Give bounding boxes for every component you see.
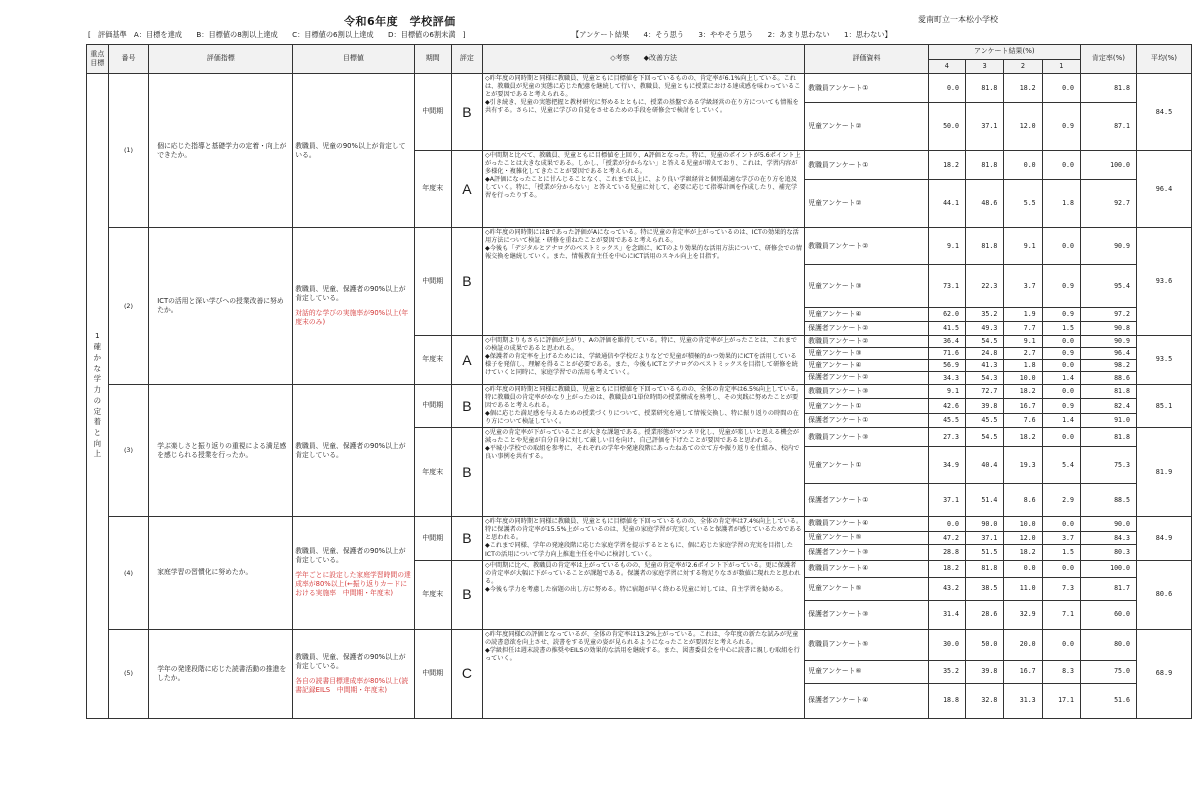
analysis-paragraph: ◇児童の肯定率が下がっていることが大きな課題である。授業形態がマンネリ化し、児童が楽しいと思える機会が減ったことや児童が自分自身に対して厳しい目を向け、自己評価を下げたことが要因であると思われる。 <box>484 429 799 445</box>
score-3-cell: 54.5 <box>965 428 1003 447</box>
grade-cell: A <box>451 336 482 385</box>
score-2-cell: 0.0 <box>1004 151 1042 180</box>
affirm-rate-cell: 87.1 <box>1081 103 1137 151</box>
analysis-paragraph: ◇中間期に比べ、教職員の肯定率は上がっているものの、児童の肯定率が2.6ポイント下がっている。更に保護者の肯定率が大幅に下がっていることが課題である。保護者の家庭学習に対する物足りなさが数値に現れたと思われる。 <box>484 561 801 585</box>
score-2-cell: 16.7 <box>1004 660 1042 683</box>
score-3-cell: 51.5 <box>965 545 1003 560</box>
score-1-cell: 7.1 <box>1042 600 1080 629</box>
score-2-cell: 3.7 <box>1004 265 1042 308</box>
score-4-cell: 62.0 <box>928 308 965 322</box>
grade-cell: B <box>451 428 482 517</box>
score-4-cell: 36.4 <box>928 336 965 348</box>
score-3-cell: 45.5 <box>965 413 1003 427</box>
average-cell: 84.5 <box>1136 74 1191 151</box>
score-3-cell: 41.3 <box>965 359 1003 371</box>
source-cell: 児童アンケート① <box>805 399 928 413</box>
score-2-cell: 5.5 <box>1004 180 1042 228</box>
score-3-cell: 81.8 <box>965 74 1003 103</box>
score-1-cell: 0.0 <box>1042 228 1080 265</box>
score-2-cell: 7.7 <box>1004 322 1042 336</box>
score-2-cell: 31.3 <box>1004 683 1042 718</box>
score-2-cell: 20.0 <box>1004 629 1042 660</box>
affirm-rate-cell: 90.9 <box>1081 336 1137 348</box>
score-2-cell: 9.1 <box>1004 336 1042 348</box>
affirm-rate-cell: 84.3 <box>1081 531 1137 544</box>
section-number: (1) <box>108 74 148 228</box>
score-1-cell: 1.5 <box>1042 545 1080 560</box>
affirm-rate-cell: 75.0 <box>1081 660 1137 683</box>
analysis-paragraph: ◆今後も「デジタルとアナログのベストミックス」を念頭に、ICTのより効果的な活用方法について、研修会での情報交換を継続していく。また、情報教育主任を中心にICT活用のスキル向上を目指す。 <box>484 245 802 261</box>
analysis-paragraph: ◆今後も学力を考慮した宿題の出し方に努める。特に宿題が早く終わる児童に対しては、自主学習を勧める。 <box>484 585 787 593</box>
score-3-cell: 37.1 <box>965 103 1003 151</box>
source-cell: 教職員アンケート③ <box>805 428 928 447</box>
score-1-cell: 2.9 <box>1042 484 1080 517</box>
score-4-cell: 27.3 <box>928 428 965 447</box>
target-text: 教職員、児童の90%以上が肯定している。 <box>295 141 406 159</box>
score-3-cell: 81.8 <box>965 228 1003 265</box>
col-rating: 評定 <box>451 45 482 74</box>
affirm-rate-cell: 92.7 <box>1081 180 1137 228</box>
analysis-paragraph: ◆保護者の肯定率を上げるためには、学級通信や学校だよりなどで児童が積極的かつ効果的にICTを活用している様子を発信し、理解を得ることが必要である。また、今後もICTとアナログのベストミックスを目指して研修を続けていくと同時に、家庭学習での活用も考えていく。 <box>484 353 798 377</box>
col-score-1: 1 <box>1042 60 1080 74</box>
analysis-paragraph: ◆これまで同様、学年の発達段階に応じた家庭学習を提示するとともに、個に応じた家庭学習の充実を目指したICTの活用について学力向上推進主任を中心に検討していく。 <box>484 542 793 558</box>
indicator-cell: 学ぶ楽しさと振り返りの重視による満足感を感じられる授業を行ったか。 <box>149 384 293 516</box>
analysis-paragraph: ◆A評価になったことに甘んじることなく、これまで以上に、より良い学級経営と個別最適な学びの在り方を追及していく。特に、「授業が分からない」と答えている児童に対して、必要に応じて指導計画を作成したり、補充学習を行ったりする。 <box>484 176 798 200</box>
col-score-3: 3 <box>965 60 1003 74</box>
col-period: 期間 <box>414 45 451 74</box>
score-2-cell: 18.2 <box>1004 74 1042 103</box>
score-2-cell: 2.7 <box>1004 347 1042 359</box>
score-2-cell: 19.3 <box>1004 447 1042 484</box>
analysis-cell <box>482 560 804 629</box>
target-cell <box>293 629 414 718</box>
affirm-rate-cell: 100.0 <box>1081 151 1137 180</box>
table-header <box>87 45 1192 74</box>
source-cell: 保護者アンケート② <box>805 371 928 384</box>
score-4-cell: 34.9 <box>928 447 965 484</box>
score-3-cell: 51.4 <box>965 484 1003 517</box>
affirm-rate-cell: 81.7 <box>1081 577 1137 600</box>
indicator-cell: 家庭学習の習慣化に努めたか。 <box>149 517 293 629</box>
section-number: (2) <box>108 228 148 385</box>
table-body <box>87 74 1192 719</box>
target-cell <box>293 228 414 385</box>
goal-text: 1確かな学力の定着と向上 <box>93 331 102 459</box>
score-1-cell: 0.0 <box>1042 428 1080 447</box>
analysis-paragraph: ◇中間期よりもさらに評価が上がり、Aの評価を維持している。特に、児童の肯定率が上がったことは、これまでの検証の成果であると思われる。 <box>484 337 798 353</box>
analysis-cell <box>482 517 804 560</box>
score-3-cell: 24.8 <box>965 347 1003 359</box>
score-3-cell: 22.3 <box>965 265 1003 308</box>
score-4-cell: 42.6 <box>928 399 965 413</box>
average-cell: 68.9 <box>1136 629 1191 718</box>
grade-cell: B <box>451 74 482 151</box>
source-cell: 教職員アンケート③ <box>805 384 928 398</box>
affirm-rate-cell: 90.9 <box>1081 228 1137 265</box>
target-cell <box>293 517 414 629</box>
score-3-cell: 49.3 <box>965 322 1003 336</box>
target-note: 各自の読書目標達成率が80%以上(読書記録EILS 中間期・年度末) <box>295 676 409 694</box>
analysis-cell <box>482 74 804 151</box>
period-cell: 中間期 <box>414 384 451 427</box>
period-cell: 中間期 <box>414 517 451 560</box>
col-target: 目標値 <box>293 45 414 74</box>
analysis-cell <box>482 428 804 517</box>
source-cell: 児童アンケート⑥ <box>805 660 928 683</box>
period-cell: 年度末 <box>414 336 451 385</box>
affirm-rate-cell: 80.3 <box>1081 545 1137 560</box>
grade-cell: A <box>451 151 482 228</box>
target-cell <box>293 384 414 516</box>
indicator-cell: 個に応じた指導と基礎学力の定着・向上ができたか。 <box>149 74 293 228</box>
score-3-cell: 54.3 <box>965 371 1003 384</box>
table-row <box>87 629 1192 660</box>
grade-cell: B <box>451 517 482 560</box>
target-note: 学年ごとに設定した家庭学習時間の達成率が80%以上(←振り返りカードにおける実施率 中間期・年度末) <box>295 571 411 598</box>
source-cell: 教職員アンケート① <box>805 151 928 180</box>
source-cell: 児童アンケート③ <box>805 265 928 308</box>
criteria-legend: [ 評価基準 A：目標を達成 B：目標値の8割以上達成 C：目標値の6割以上達成 D：目標値の6割未満 ] <box>88 30 466 39</box>
target-note: 対話的な学びの実施率が90%以上(年度末のみ) <box>295 308 409 326</box>
affirm-rate-cell: 90.0 <box>1081 517 1137 531</box>
score-2-cell: 9.1 <box>1004 228 1042 265</box>
affirm-rate-cell: 82.4 <box>1081 399 1137 413</box>
score-1-cell: 1.5 <box>1042 322 1080 336</box>
table-row <box>87 517 1192 531</box>
score-1-cell: 0.0 <box>1042 74 1080 103</box>
affirm-rate-cell: 96.4 <box>1081 347 1137 359</box>
affirm-rate-cell: 81.8 <box>1081 384 1137 398</box>
score-3-cell: 90.0 <box>965 517 1003 531</box>
score-1-cell: 0.9 <box>1042 265 1080 308</box>
score-2-cell: 7.6 <box>1004 413 1042 427</box>
score-1-cell: 0.9 <box>1042 308 1080 322</box>
analysis-paragraph: ◆平城小学校での取組を参考に、それぞれの学年や発達段階にあったねあての立て方や振り返りを仕組み、校内で良い事例を共有する。 <box>484 445 800 461</box>
affirm-rate-cell: 88.5 <box>1081 484 1137 517</box>
average-cell: 85.1 <box>1136 384 1191 427</box>
score-3-cell: 54.5 <box>965 336 1003 348</box>
score-4-cell: 44.1 <box>928 180 965 228</box>
score-4-cell: 18.8 <box>928 683 965 718</box>
table-row <box>87 228 1192 265</box>
affirm-rate-cell: 91.0 <box>1081 413 1137 427</box>
score-1-cell: 0.0 <box>1042 359 1080 371</box>
average-cell: 93.5 <box>1136 336 1191 385</box>
target-text: 教職員、児童、保護者の90%以上が肯定している。 <box>295 441 406 459</box>
table-row <box>87 384 1192 398</box>
page-title: 令和6年度 学校評価 <box>344 15 456 28</box>
score-4-cell: 50.0 <box>928 103 965 151</box>
school-name: 愛南町立一本松小学校 <box>918 15 998 24</box>
source-cell: 児童アンケート③ <box>805 347 928 359</box>
target-text: 教職員、児童、保護者の90%以上が肯定している。 <box>295 652 406 670</box>
goal-cell <box>87 74 109 719</box>
score-1-cell: 0.9 <box>1042 347 1080 359</box>
col-goal: 重点目標 <box>87 45 109 74</box>
analysis-cell <box>482 629 804 718</box>
score-2-cell: 18.2 <box>1004 428 1042 447</box>
average-cell: 84.9 <box>1136 517 1191 560</box>
affirm-rate-cell: 81.8 <box>1081 74 1137 103</box>
score-4-cell: 41.5 <box>928 322 965 336</box>
analysis-cell <box>482 336 804 385</box>
col-score-4: 4 <box>928 60 965 74</box>
grade-cell: C <box>451 629 482 718</box>
score-1-cell: 1.4 <box>1042 413 1080 427</box>
score-4-cell: 56.9 <box>928 359 965 371</box>
score-2-cell: 8.6 <box>1004 484 1042 517</box>
score-4-cell: 71.6 <box>928 347 965 359</box>
analysis-cell <box>482 228 804 336</box>
source-cell: 児童アンケート⑤ <box>805 531 928 544</box>
affirm-rate-cell: 81.8 <box>1081 428 1137 447</box>
score-1-cell: 0.0 <box>1042 336 1080 348</box>
score-3-cell: 38.5 <box>965 577 1003 600</box>
average-cell: 93.6 <box>1136 228 1191 336</box>
score-2-cell: 10.0 <box>1004 371 1042 384</box>
col-survey-results: アンケート結果(%) <box>928 45 1080 60</box>
score-4-cell: 18.2 <box>928 560 965 577</box>
col-average: 平均(%) <box>1136 45 1191 74</box>
target-cell <box>293 74 414 228</box>
affirm-rate-cell: 90.8 <box>1081 322 1137 336</box>
analysis-paragraph: ◆引き続き、児童の実態把握と教材研究に努めるとともに、授業の基盤である学級経営の在り方についても情報を共有する。さらに、児童に学びの自覚をさせるための手段を研修会で検討をしていく。 <box>484 99 799 115</box>
score-3-cell: 37.1 <box>965 531 1003 544</box>
target-text: 教職員、児童、保護者の90%以上が肯定している。 <box>295 547 406 565</box>
col-analysis: ◇考察 ◆改善方法 <box>482 45 804 74</box>
grade-cell: B <box>451 560 482 629</box>
score-3-cell: 40.4 <box>965 447 1003 484</box>
source-cell: 児童アンケート④ <box>805 308 928 322</box>
affirm-rate-cell: 51.6 <box>1081 683 1137 718</box>
affirm-rate-cell: 88.6 <box>1081 371 1137 384</box>
source-cell: 保護者アンケート① <box>805 484 928 517</box>
analysis-paragraph: ◇昨年度同様Cの評価となっているが、全体の肯定率は13.2%上がっている。これは、今年度の新たな試みが児童の読書意欲を向上させ、読書をする児童の姿が見られるようになったことが要因だと考えられる。 <box>484 630 799 646</box>
score-1-cell: 0.9 <box>1042 103 1080 151</box>
score-2-cell: 18.2 <box>1004 545 1042 560</box>
score-2-cell: 18.2 <box>1004 384 1042 398</box>
score-4-cell: 73.1 <box>928 265 965 308</box>
score-3-cell: 39.8 <box>965 399 1003 413</box>
analysis-paragraph: ◇昨年度の同時期と同様に教職員、児童ともに目標値を下回っているものの、全体の肯定率は6.5%向上している。特に教職員の肯定率がかなり上がったのは、教職員が1単位時間の授業構成を熟考し、その実践に努めたことが要因であると考えられる。 <box>484 385 803 410</box>
score-1-cell: 0.0 <box>1042 560 1080 577</box>
source-cell: 保護者アンケート④ <box>805 683 928 718</box>
score-1-cell: 1.8 <box>1042 180 1080 228</box>
source-cell: 児童アンケート② <box>805 180 928 228</box>
source-cell: 保護者アンケート② <box>805 322 928 336</box>
survey-scale-legend: 【アンケート結果 4：そう思う 3：ややそう思う 2：あまり思わない 1：思わない】 <box>572 30 892 39</box>
score-1-cell: 0.0 <box>1042 517 1080 531</box>
source-cell: 教職員アンケート④ <box>805 517 928 531</box>
source-cell: 保護者アンケート③ <box>805 600 928 629</box>
analysis-paragraph: ◇昨年度の同時期にはBであった評価がAになっている。特に児童の肯定率が上がっているのは、ICTの効果的な活用方法について検証・研修を重ねたことが要因であると考えられる。 <box>484 229 799 245</box>
score-1-cell: 17.1 <box>1042 683 1080 718</box>
score-3-cell: 39.8 <box>965 660 1003 683</box>
period-cell: 年度末 <box>414 428 451 517</box>
affirm-rate-cell: 60.0 <box>1081 600 1137 629</box>
affirm-rate-cell: 95.4 <box>1081 265 1137 308</box>
score-4-cell: 0.0 <box>928 517 965 531</box>
target-text: 教職員、児童、保護者の90%以上が肯定している。 <box>295 285 406 302</box>
col-indicator: 評価指標 <box>149 45 293 74</box>
score-3-cell: 81.8 <box>965 151 1003 180</box>
score-2-cell: 32.9 <box>1004 600 1042 629</box>
score-1-cell: 5.4 <box>1042 447 1080 484</box>
score-4-cell: 30.0 <box>928 629 965 660</box>
score-1-cell: 0.9 <box>1042 399 1080 413</box>
period-cell: 中間期 <box>414 74 451 151</box>
source-cell: 教職員アンケート⑤ <box>805 629 928 660</box>
score-3-cell: 32.8 <box>965 683 1003 718</box>
score-4-cell: 0.0 <box>928 74 965 103</box>
source-cell: 保護者アンケート③ <box>805 545 928 560</box>
score-4-cell: 45.5 <box>928 413 965 427</box>
source-cell: 児童アンケート① <box>805 447 928 484</box>
period-cell: 年度末 <box>414 560 451 629</box>
score-4-cell: 9.1 <box>928 228 965 265</box>
analysis-paragraph: ◆学級担任は週末読書の推奨やEILSの効果的な活用を継続する。また、図書委員会を中心に読書に親しむ取組を行っていく。 <box>484 646 800 662</box>
score-4-cell: 47.2 <box>928 531 965 544</box>
score-2-cell: 11.0 <box>1004 577 1042 600</box>
col-source: 評価資料 <box>805 45 928 74</box>
affirm-rate-cell: 98.2 <box>1081 359 1137 371</box>
source-cell: 保護者アンケート① <box>805 413 928 427</box>
period-cell: 年度末 <box>414 151 451 228</box>
score-4-cell: 9.1 <box>928 384 965 398</box>
analysis-paragraph: ◇昨年度の同時期と同様に教職員、児童ともに目標値を下回っているものの、肯定率が6.1%向上している。これは、教職員が児童の実態に応じた配慮を継続して行い、教職員、児童ともに授業における達成感を味わっていることが要因であると考えられる。 <box>484 75 801 99</box>
score-1-cell: 3.7 <box>1042 531 1080 544</box>
score-3-cell: 72.7 <box>965 384 1003 398</box>
grade-cell: B <box>451 384 482 427</box>
score-1-cell: 0.0 <box>1042 629 1080 660</box>
analysis-paragraph: ◆個に応じた満足感を与えるための授業づくりについて、授業研究を通して情報交換し、特に振り返りの時間の在り方について検証していく。 <box>484 410 799 426</box>
source-cell: 教職員アンケート② <box>805 228 928 265</box>
score-2-cell: 1.9 <box>1004 308 1042 322</box>
score-1-cell: 0.0 <box>1042 384 1080 398</box>
score-1-cell: 7.3 <box>1042 577 1080 600</box>
evaluation-table <box>86 44 1192 719</box>
analysis-paragraph: ◇昨年度の同時期と同様に教職員、児童ともに目標値を下回っているものの、全体の肯定率は7.4%向上している。特に保護者の肯定率が15.5%上がっているのは、児童の家庭学習が充実していると保護者が感じているためであると思われる。 <box>484 518 803 542</box>
affirm-rate-cell: 80.0 <box>1081 629 1137 660</box>
score-4-cell: 31.4 <box>928 600 965 629</box>
source-cell: 児童アンケート⑤ <box>805 577 928 600</box>
source-cell: 教職員アンケート② <box>805 336 928 348</box>
source-cell: 教職員アンケート④ <box>805 560 928 577</box>
source-cell: 教職員アンケート① <box>805 74 928 103</box>
score-4-cell: 18.2 <box>928 151 965 180</box>
score-3-cell: 35.2 <box>965 308 1003 322</box>
score-4-cell: 28.8 <box>928 545 965 560</box>
col-score-2: 2 <box>1004 60 1042 74</box>
section-number: (5) <box>108 629 148 718</box>
average-cell: 81.9 <box>1136 428 1191 517</box>
score-1-cell: 1.4 <box>1042 371 1080 384</box>
affirm-rate-cell: 97.2 <box>1081 308 1137 322</box>
section-number: (4) <box>108 517 148 629</box>
score-2-cell: 16.7 <box>1004 399 1042 413</box>
source-cell: 児童アンケート② <box>805 103 928 151</box>
analysis-cell <box>482 384 804 427</box>
affirm-rate-cell: 75.3 <box>1081 447 1137 484</box>
score-2-cell: 10.0 <box>1004 517 1042 531</box>
analysis-paragraph: ◇中間期と比べて、教職員、児童ともに目標値を上回り、A評価となった。特に、児童のポイントが5.6ポイント上がったことは大きな成果である。しかし、「授業が分からない」と答える児童が増えており、これは、学習内容が多様化・複雑化してきたことが要因であると考えられる。 <box>484 152 801 176</box>
score-4-cell: 37.1 <box>928 484 965 517</box>
period-cell: 中間期 <box>414 629 451 718</box>
indicator-cell: ICTの活用と深い学びへの授業改善に努めたか。 <box>149 228 293 385</box>
score-3-cell: 48.6 <box>965 180 1003 228</box>
score-4-cell: 34.3 <box>928 371 965 384</box>
source-cell: 児童アンケート④ <box>805 359 928 371</box>
average-cell: 80.6 <box>1136 560 1191 629</box>
indicator-cell: 学年の発達段階に応じた読書活動の推進をしたか。 <box>149 629 293 718</box>
period-cell: 中間期 <box>414 228 451 336</box>
report-header <box>0 0 1198 46</box>
score-4-cell: 43.2 <box>928 577 965 600</box>
score-4-cell: 35.2 <box>928 660 965 683</box>
score-2-cell: 12.0 <box>1004 531 1042 544</box>
table-row <box>87 74 1192 103</box>
score-2-cell: 0.0 <box>1004 560 1042 577</box>
score-3-cell: 28.6 <box>965 600 1003 629</box>
score-1-cell: 0.0 <box>1042 151 1080 180</box>
col-number: 番号 <box>108 45 148 74</box>
score-3-cell: 50.0 <box>965 629 1003 660</box>
col-affirm-rate: 肯定率(%) <box>1081 45 1137 74</box>
score-2-cell: 1.8 <box>1004 359 1042 371</box>
average-cell: 96.4 <box>1136 151 1191 228</box>
score-2-cell: 12.0 <box>1004 103 1042 151</box>
score-1-cell: 8.3 <box>1042 660 1080 683</box>
grade-cell: B <box>451 228 482 336</box>
score-3-cell: 81.8 <box>965 560 1003 577</box>
section-number: (3) <box>108 384 148 516</box>
analysis-cell <box>482 151 804 228</box>
affirm-rate-cell: 100.0 <box>1081 560 1137 577</box>
